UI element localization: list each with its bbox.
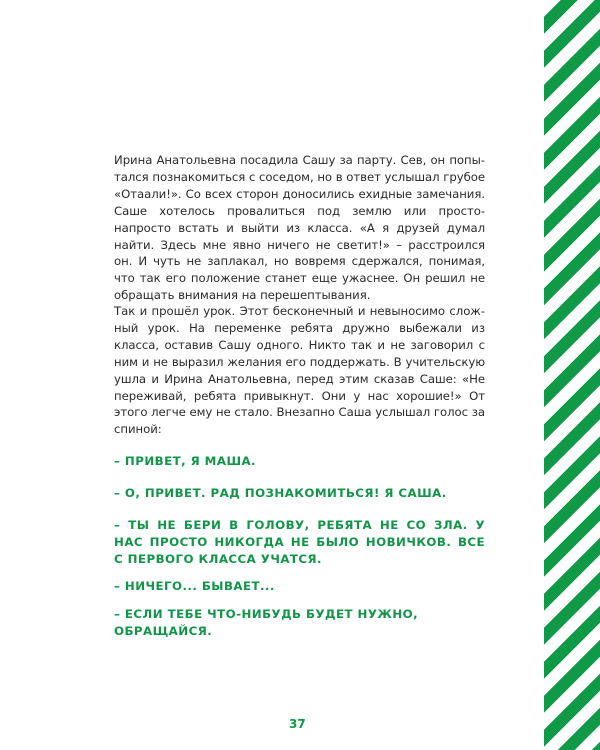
page-number: 37 — [289, 717, 306, 731]
dialogue-line-5: – ЕСЛИ ТЕБЕ ЧТО-НИБУДЬ БУДЕТ НУЖНО, ОБРАЩАЙСЯ. — [114, 607, 419, 638]
dialogue-line-2: – О, ПРИВЕТ. РАД ПОЗНАКОМИТЬСЯ! Я САША. — [114, 486, 447, 500]
story-paragraph-1: Ирина Анатольевна посадила Сашу за парту. Сев, он попытался познакомиться с соседом, но в ответ услышал грубое «Отаали!». Со всех сторон доносились ехидные замечания. Саше хотелось провалиться под землю или просто-напросто встать и выйти из класса. «А я друзей думал найти. Здесь мне явно ничего не светит!» – расстроился он. И чуть не заплакал, но вовремя сдержался, понимая, что так его положение станет еще ужаснее. Он решил не обращать внимания на перешептывания. — [114, 153, 485, 303]
dialogue-line-3: – ТЫ НЕ БЕРИ В ГОЛОВУ, РЕБЯТА НЕ СО ЗЛА. У НАС ПРОСТО НИКОГДА НЕ БЫЛО НОВИЧКОВ. ВСЕ С ПЕРВОГО КЛАССА УЧАТСЯ. — [114, 518, 485, 566]
dialogue-line-4: – НИЧЕГО... БЫВАЕТ... — [114, 579, 275, 593]
diagonal-stripe-band — [544, 0, 600, 750]
dialogue-line-1: – ПРИВЕТ, Я МАША. — [114, 454, 256, 468]
story-paragraph-2: Так и прошёл урок. Этот бесконечный и невыносимо сложный урок. На переменке ребята дружно выбежали из класса, оставив Сашу одного. Никто так и не заговорил с ним и не выразил желания его поддержать. В учительскую ушла и Ирина Анатольевна, перед этим сказав Саше: «Не переживай, ребята привыкнут. Они у нас хорошие!» От этого легче ему не стало. Внезапно Саша услышал голос за спиной: — [114, 304, 485, 437]
